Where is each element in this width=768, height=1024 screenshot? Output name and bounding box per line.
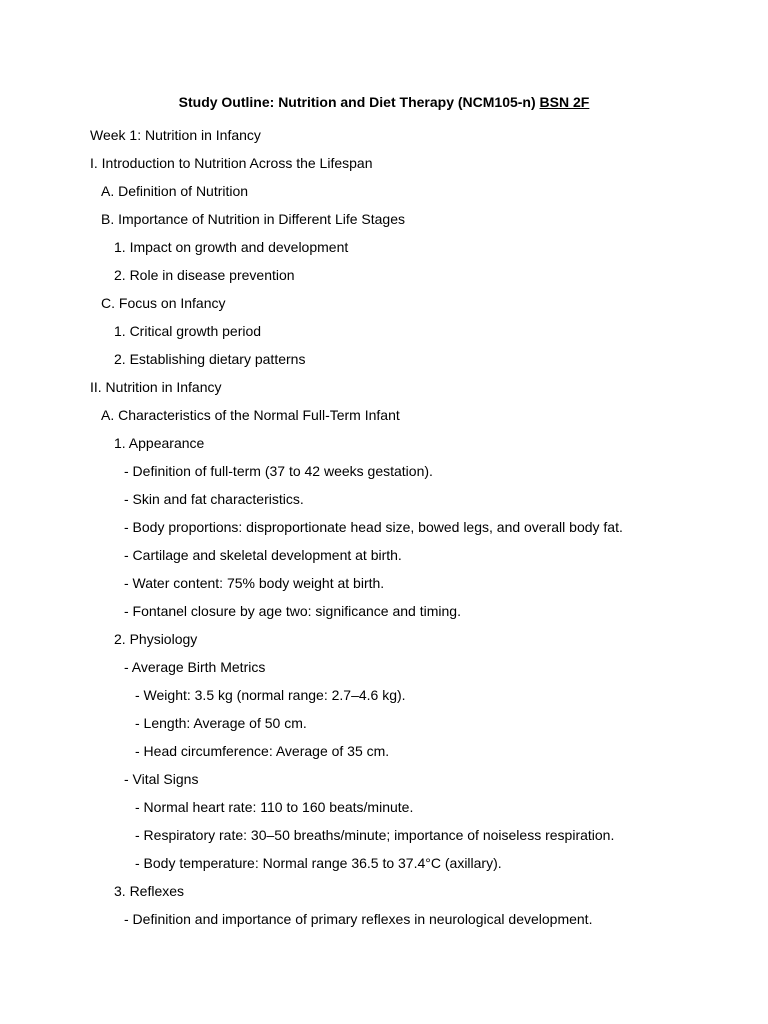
outline-line: 1. Appearance [114,435,205,451]
outline-line: 3. Reflexes [114,883,185,899]
outline-line: - Length: Average of 50 cm. [135,715,307,731]
outline-line: - Head circumference: Average of 35 cm. [135,743,390,759]
outline-line: 2. Role in disease prevention [114,267,295,283]
outline-line: - Respiratory rate: 30–50 breaths/minute; importance of noiseless respiration. [135,827,615,843]
outline-line: A. Characteristics of the Normal Full-Term Infant [101,407,400,423]
outline-line: - Body temperature: Normal range 36.5 to 37.4°C (axillary). [135,855,502,871]
outline-line: 2. Physiology [114,631,198,647]
outline-line: - Vital Signs [124,771,199,787]
outline-line: - Water content: 75% body weight at birth. [124,575,385,591]
outline-line: Week 1: Nutrition in Infancy [90,127,261,143]
outline-line: - Definition of full-term (37 to 42 weeks gestation). [124,463,433,479]
outline-line: 1. Critical growth period [114,323,262,339]
outline-line: I. Introduction to Nutrition Across the Lifespan [90,155,373,171]
outline-line: - Skin and fat characteristics. [124,491,304,507]
outline-line: - Definition and importance of primary reflexes in neurological development. [124,911,593,927]
title-main: Study Outline: Nutrition and Diet Therapy (NCM105-n) [178,94,536,110]
outline-line: - Average Birth Metrics [124,659,266,675]
outline-line: B. Importance of Nutrition in Different Life Stages [101,211,406,227]
outline-line: C. Focus on Infancy [101,295,226,311]
outline-list [90,121,623,933]
outline-line: - Fontanel closure by age two: significance and timing. [124,603,461,619]
page-title [0,93,768,111]
outline-line: A. Definition of Nutrition [101,183,249,199]
outline-line: II. Nutrition in Infancy [90,379,222,395]
outline-line: 1. Impact on growth and development [114,239,349,255]
outline-line: - Cartilage and skeletal development at birth. [124,547,402,563]
outline-line: - Normal heart rate: 110 to 160 beats/minute. [135,799,414,815]
outline-line: 2. Establishing dietary patterns [114,351,306,367]
outline-line: - Weight: 3.5 kg (normal range: 2.7–4.6 kg). [135,687,406,703]
title-section: BSN 2F [539,94,590,110]
outline-line: - Body proportions: disproportionate head size, bowed legs, and overall body fat. [124,519,623,535]
